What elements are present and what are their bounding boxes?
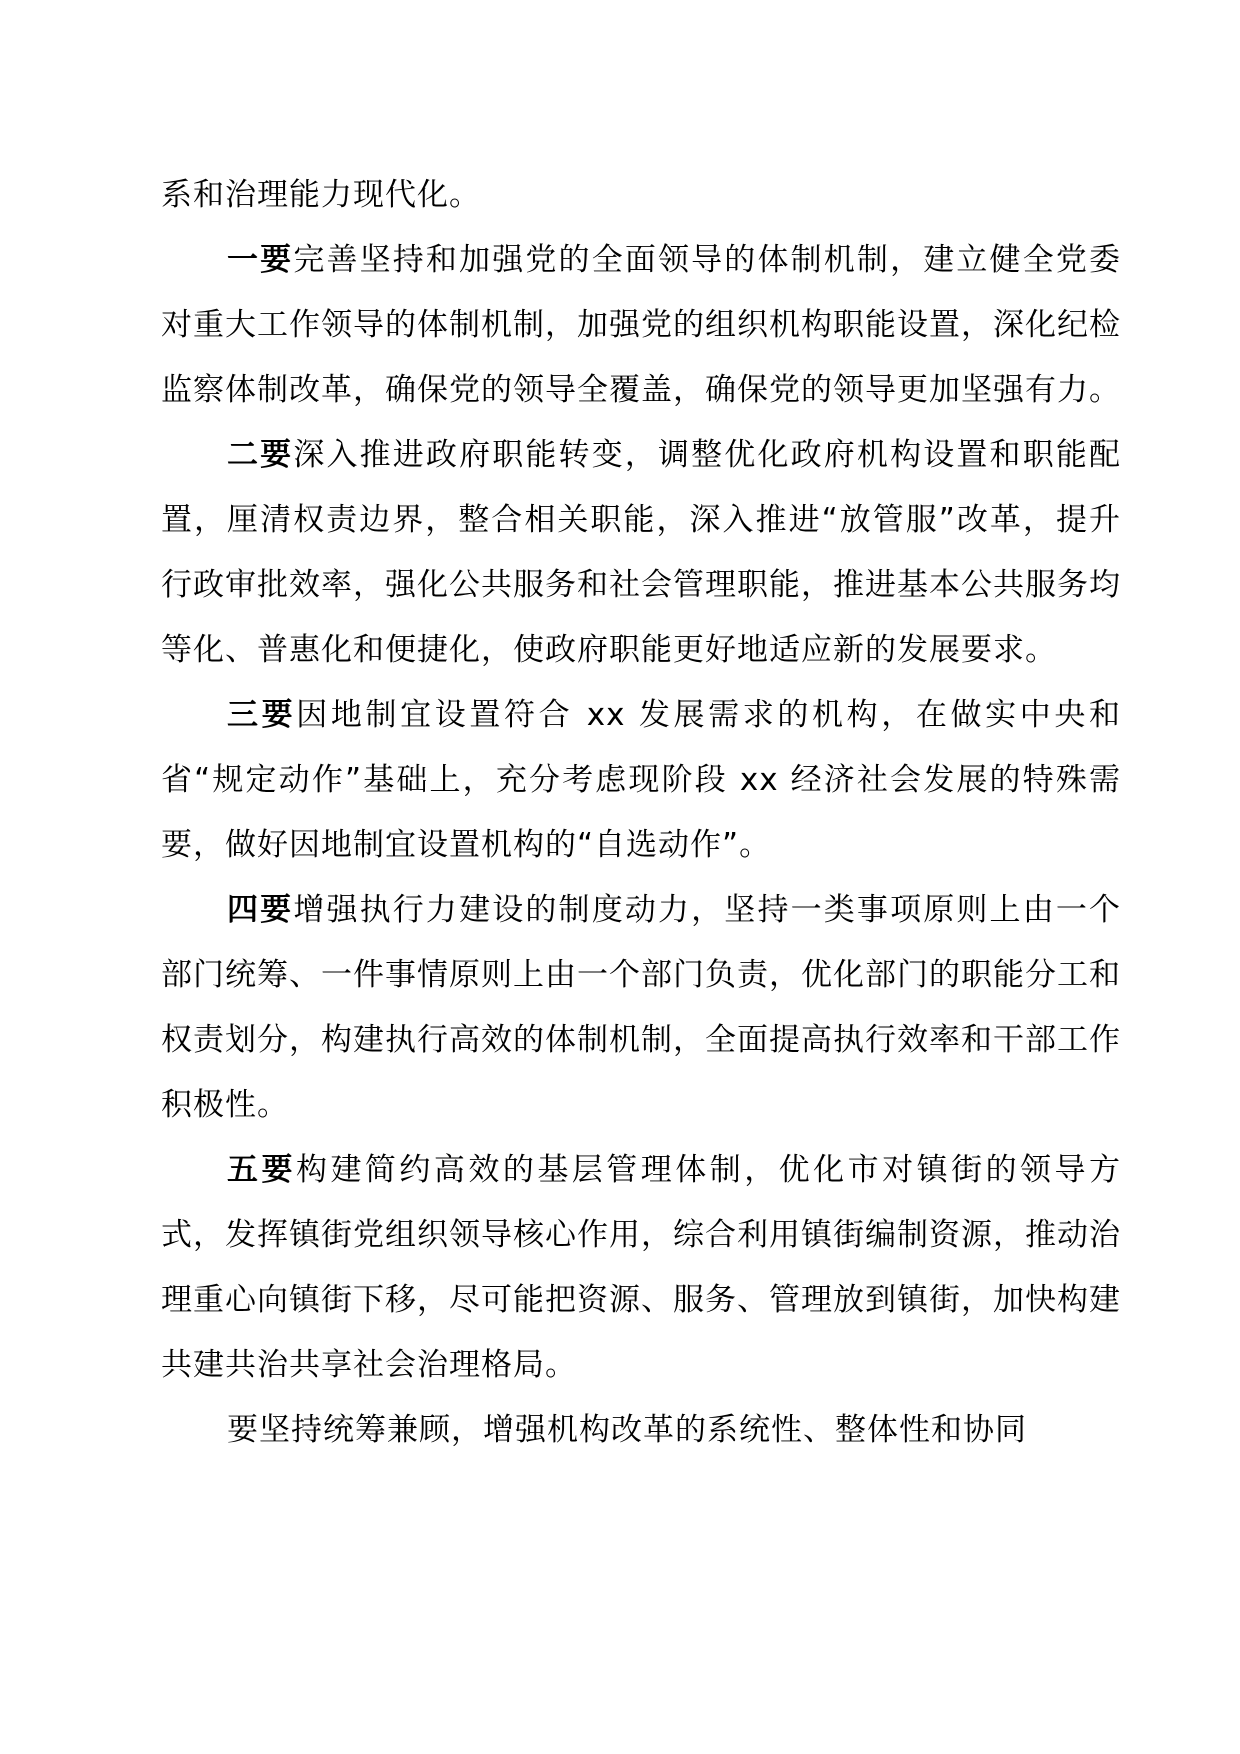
paragraph-text: 完善坚持和加强党的全面领导的体制机制，建立健全党委对重大工作领导的体制机制，加强党的组织机构职能设置，深化纪检监察体制改革，确保党的领导全覆盖，确保党的领导更加坚强有力。 xyxy=(161,242,1122,408)
paragraph-text: 要坚持统筹兼顾，增强机构改革的系统性、整体性和协同 xyxy=(227,1412,1027,1448)
paragraph-closing xyxy=(161,1398,1121,1463)
paragraph-text: 深入推进政府职能转变，调整优化政府机构设置和职能配置，厘清权责边界，整合相关职能，深入推进“放管服”改革，提升行政审批效率，强化公共服务和社会管理职能，推进基本公共服务均等化、普惠化和便捷化，使政府职能更好地适应新的发展要求。 xyxy=(161,437,1122,668)
paragraph-continuation xyxy=(161,163,1121,228)
paragraph-point-2 xyxy=(161,423,1121,683)
paragraph-lead: 五要 xyxy=(227,1152,296,1188)
paragraph-lead: 三要 xyxy=(227,697,297,733)
paragraph-point-3 xyxy=(161,683,1121,878)
paragraph-text: 因地制宜设置符合 xx 发展需求的机构，在做实中央和省“规定动作”基础上，充分考虑现阶段 xx 经济社会发展的特殊需要，做好因地制宜设置机构的“自选动作”。 xyxy=(161,697,1121,863)
document-body xyxy=(161,163,1121,1463)
paragraph-text: 系和治理能力现代化。 xyxy=(161,177,481,213)
paragraph-text: 构建简约高效的基层管理体制，优化市对镇街的领导方式，发挥镇街党组织领导核心作用，综合利用镇街编制资源，推动治理重心向镇街下移，尽可能把资源、服务、管理放到镇街，加快构建共建共治共享社会治理格局。 xyxy=(161,1152,1122,1383)
paragraph-lead: 四要 xyxy=(227,892,294,928)
paragraph-lead: 一要 xyxy=(227,242,294,278)
paragraph-point-5 xyxy=(161,1138,1121,1398)
paragraph-point-4 xyxy=(161,878,1121,1138)
paragraph-lead: 二要 xyxy=(227,437,294,473)
paragraph-text: 增强执行力建设的制度动力，坚持一类事项原则上由一个部门统筹、一件事情原则上由一个部门负责，优化部门的职能分工和权责划分，构建执行高效的体制机制，全面提高执行效率和干部工作积极性。 xyxy=(161,892,1122,1123)
paragraph-point-1 xyxy=(161,228,1121,423)
